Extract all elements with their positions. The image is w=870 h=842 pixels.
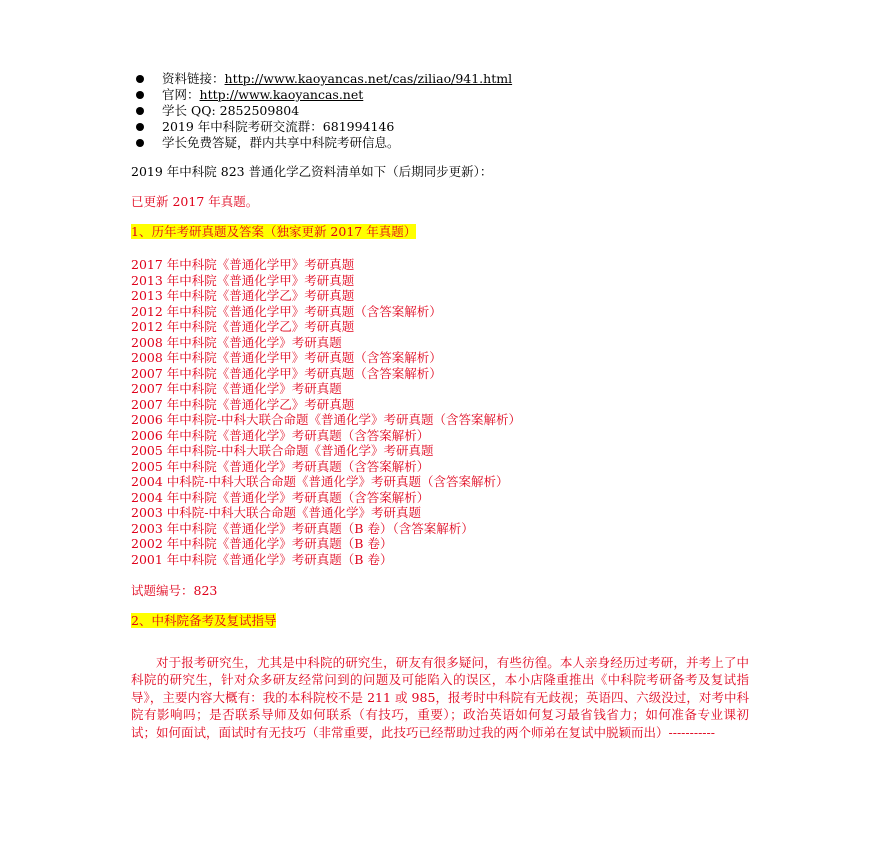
list-item: 2012 年中科院《普通化学甲》考研真题（含答案解析） [131,303,442,319]
exam-code: 试题编号：823 [131,583,218,598]
list-item: 2008 年中科院《普通化学甲》考研真题（含答案解析） [131,350,442,365]
info-item-qa [136,135,512,151]
list-item: 2006 年中科院-中科大联合命题《普通化学》考研真题（含答案解析） [131,412,522,427]
bullet-dot-icon [136,107,144,115]
section1-heading-text: 1、历年考研真题及答案（独家更新 2017 年真题） [131,224,417,239]
list-item: 2012 年中科院《普通化学乙》考研真题 [131,319,355,334]
section1-heading [131,224,416,240]
material-link[interactable]: http://www.kaoyancas.net/cas/ziliao/941.html [224,71,513,86]
website-link[interactable]: http://www.kaoyancas.net [199,87,364,102]
update-note: 已更新 2017 年真题。 [131,194,259,209]
info-bullet-list [136,71,512,151]
info-item-qq [136,103,512,119]
list-item: 2006 年中科院《普通化学》考研真题（含答案解析） [131,427,430,443]
bullet-dot-icon [136,75,144,83]
list-item: 2003 中科院-中科大联合命题《普通化学》考研真题 [131,505,422,520]
info-item-group [136,119,512,135]
exam-paper-list [131,257,521,567]
list-item: 2007 年中科院《普通化学乙》考研真题 [131,396,355,412]
list-item: 2017 年中科院《普通化学甲》考研真题 [131,257,355,272]
info-label: 学长免费答疑，群内共享中科院考研信息。 [162,135,400,150]
list-item: 2007 年中科院《普通化学》考研真题 [131,381,342,396]
info-label: 资料链接： [162,71,225,86]
list-item: 2013 年中科院《普通化学乙》考研真题 [131,288,355,303]
info-item-website [136,87,512,103]
bullet-dot-icon [136,139,144,147]
list-item: 2013 年中科院《普通化学甲》考研真题 [131,272,355,288]
intro-text: 2019 年中科院 823 普通化学乙资料清单如下（后期同步更新）： [131,164,493,179]
list-item: 2005 年中科院-中科大联合命题《普通化学》考研真题 [131,443,434,458]
section2-heading-text: 2、中科院备考及复试指导 [131,613,277,628]
section2-heading [131,613,276,629]
info-item-link [136,71,512,87]
info-label: 官网： [162,87,200,102]
list-item: 2007 年中科院《普通化学甲》考研真题（含答案解析） [131,365,442,381]
section2-body: 对于报考研究生，尤其是中科院的研究生，研友有很多疑问，有些彷徨。本人亲身经历过考研，并考上了中科院的研究生，针对众多研友经常问到的问题及可能陷入的误区，本小店隆重推出《中科院考研备考及复试指导》，主要内容大概有：我的本科院校不是 211 或 985，报考时中科院有无歧视；英语四、六级没过，对考中科院有影响吗；是否联系导师及如何联系（有技巧，重要）；政治英语如何复习最省钱省力；如何准备专业课初试；如何面试，面试时有无技巧（非常重要，此技巧已经帮助过我的两个师弟在复试中脱颖而出）----------- [131,654,749,740]
list-item: 2004 年中科院《普通化学》考研真题（含答案解析） [131,489,430,505]
list-item: 2005 年中科院《普通化学》考研真题（含答案解析） [131,458,430,474]
bullet-dot-icon [136,91,144,99]
info-label: 2019 年中科院考研交流群：681994146 [162,119,395,134]
list-item: 2008 年中科院《普通化学》考研真题 [131,334,342,350]
list-item: 2001 年中科院《普通化学》考研真题（B 卷） [131,551,393,567]
info-label: 学长 QQ: 2852509804 [162,103,300,118]
list-item: 2002 年中科院《普通化学》考研真题（B 卷） [131,536,393,551]
bullet-dot-icon [136,123,144,131]
list-item: 2003 年中科院《普通化学》考研真题（B 卷）（含答案解析） [131,520,474,536]
list-item: 2004 中科院-中科大联合命题《普通化学》考研真题（含答案解析） [131,474,509,489]
